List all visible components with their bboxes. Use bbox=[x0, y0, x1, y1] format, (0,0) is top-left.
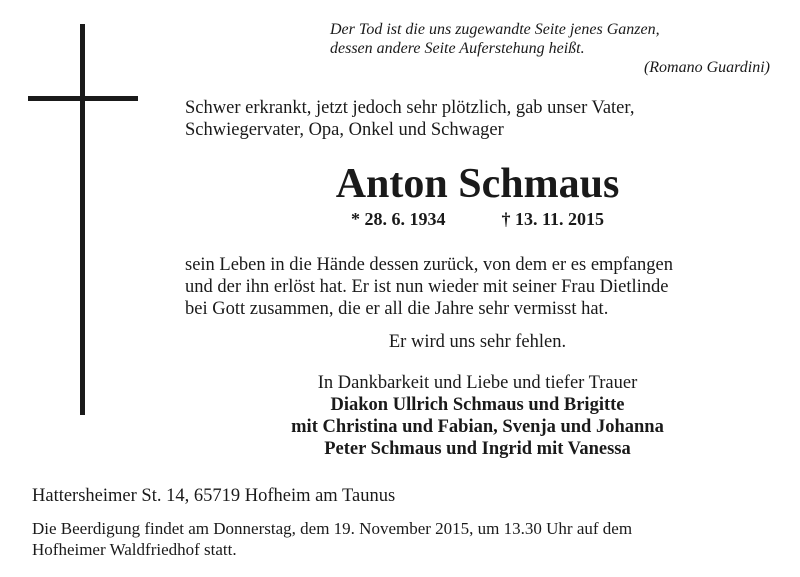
body-line: und der ihn erlöst hat. Er ist nun wieder mit seiner Frau Dietlinde bbox=[185, 277, 669, 297]
deceased-name: Anton Schmaus bbox=[335, 161, 620, 207]
intro-line: Schwer erkrankt, jetzt jedoch sehr plötzlich, gab unser Vater, bbox=[185, 98, 635, 118]
death-date: † 13. 11. 2015 bbox=[501, 209, 604, 229]
intro-line: Schwiegervater, Opa, Onkel und Schwager bbox=[185, 120, 504, 140]
body-line: sein Leben in die Hände dessen zurück, von dem er es empfangen bbox=[185, 255, 674, 275]
mourner-line: Peter Schmaus und Ingrid mit Vanessa bbox=[324, 439, 631, 459]
quote-author: (Romano Guardini) bbox=[643, 59, 770, 76]
mourners-block bbox=[185, 372, 770, 460]
cross-vertical-bar bbox=[80, 24, 85, 415]
intro-text bbox=[185, 97, 634, 141]
mourner-line: mit Christina und Fabian, Svenja und Johanna bbox=[291, 417, 664, 437]
birth-date: * 28. 6. 1934 bbox=[350, 209, 446, 229]
life-dates bbox=[185, 208, 770, 230]
funeral-notice bbox=[32, 518, 632, 560]
epigraph-quote bbox=[330, 20, 770, 77]
miss-line: Er wird uns sehr fehlen. bbox=[388, 332, 567, 352]
quote-line: dessen andere Seite Auferstehung heißt. bbox=[330, 40, 585, 57]
mourner-line: Diakon Ullrich Schmaus und Brigitte bbox=[330, 395, 625, 415]
cross-horizontal-bar bbox=[28, 96, 138, 101]
mourners-intro: In Dankbarkeit und Liebe und tiefer Trauer bbox=[317, 373, 638, 393]
address: Hattersheimer St. 14, 65719 Hofheim am Taunus bbox=[32, 486, 396, 506]
quote-line: Der Tod ist die uns zugewandte Seite jenes Ganzen, bbox=[330, 21, 660, 38]
body-text bbox=[185, 254, 673, 320]
body-line: bei Gott zusammen, die er all die Jahre sehr vermisst hat. bbox=[185, 299, 609, 319]
funeral-line: Hofheimer Waldfriedhof statt. bbox=[32, 540, 237, 559]
funeral-line: Die Beerdigung findet am Donnerstag, dem 19. November 2015, um 13.30 Uhr auf dem bbox=[32, 519, 633, 538]
